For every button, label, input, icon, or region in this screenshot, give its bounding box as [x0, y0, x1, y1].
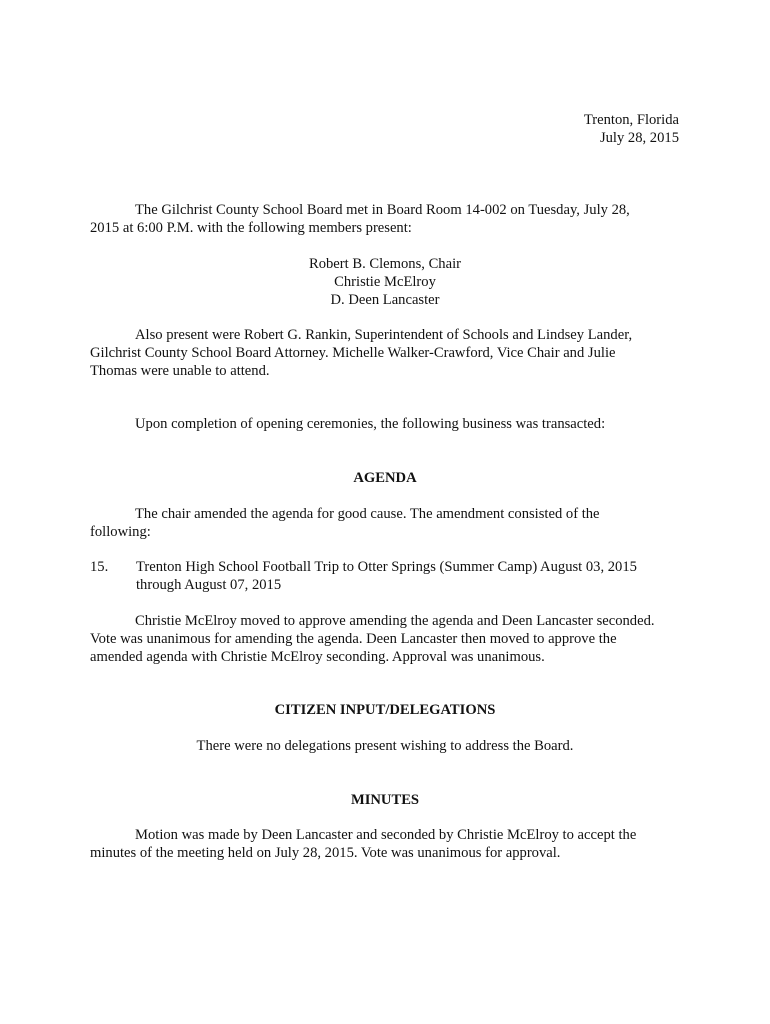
agenda-item-line-1: Trenton High School Football Trip to Otter Springs (Summer Camp) August 03, 2015	[136, 559, 637, 575]
citizen-input-heading: CITIZEN INPUT/DELEGATIONS	[274, 702, 496, 718]
member-3: D. Deen Lancaster	[330, 292, 440, 308]
intro-line-1: The Gilchrist County School Board met in Board Room 14-002 on Tuesday, July 28,	[135, 202, 630, 218]
agenda-item-line-2: through August 07, 2015	[136, 577, 282, 593]
also-present-line-3: Thomas were unable to attend.	[90, 363, 270, 379]
member-1: Robert B. Clemons, Chair	[308, 256, 461, 272]
minutes-heading: MINUTES	[350, 792, 420, 808]
also-present-line-2: Gilchrist County School Board Attorney. Michelle Walker-Crawford, Vice Chair and Julie	[90, 345, 616, 361]
also-present-line-1: Also present were Robert G. Rankin, Superintendent of Schools and Lindsey Lander,	[135, 327, 633, 343]
citizen-input-text: There were no delegations present wishing to address the Board.	[196, 738, 574, 754]
member-2: Christie McElroy	[334, 274, 436, 290]
agenda-vote-line-2: Vote was unanimous for amending the agenda. Deen Lancaster then moved to approve the	[90, 631, 617, 647]
agenda-item-text	[136, 558, 681, 594]
header-date: July 28, 2015	[599, 130, 679, 146]
opening-paragraph	[90, 415, 678, 433]
intro-line-2: 2015 at 6:00 P.M. with the following members present:	[90, 220, 412, 236]
minutes-line-2: minutes of the meeting held on July 28, 2015. Vote was unanimous for approval.	[90, 845, 561, 861]
intro-paragraph	[90, 201, 678, 237]
agenda-amend-paragraph	[90, 505, 678, 541]
members-list	[90, 255, 680, 309]
minutes-paragraph	[90, 826, 678, 862]
agenda-vote-paragraph	[90, 612, 678, 666]
minutes-line-1: Motion was made by Deen Lancaster and seconded by Christie McElroy to accept the	[135, 827, 637, 843]
also-present-paragraph	[90, 326, 678, 380]
agenda-item-number: 15.	[90, 559, 109, 575]
agenda-vote-line-1: Christie McElroy moved to approve amending the agenda and Deen Lancaster seconded.	[135, 613, 655, 629]
agenda-heading: AGENDA	[353, 470, 417, 486]
header-block	[584, 111, 679, 147]
opening-text: Upon completion of opening ceremonies, the following business was transacted:	[135, 416, 606, 432]
agenda-amend-line-1: The chair amended the agenda for good cause. The amendment consisted of the	[135, 506, 600, 522]
agenda-amend-line-2: following:	[90, 524, 151, 540]
agenda-vote-line-3: amended agenda with Christie McElroy seconding. Approval was unanimous.	[90, 649, 545, 665]
header-location: Trenton, Florida	[583, 112, 679, 128]
